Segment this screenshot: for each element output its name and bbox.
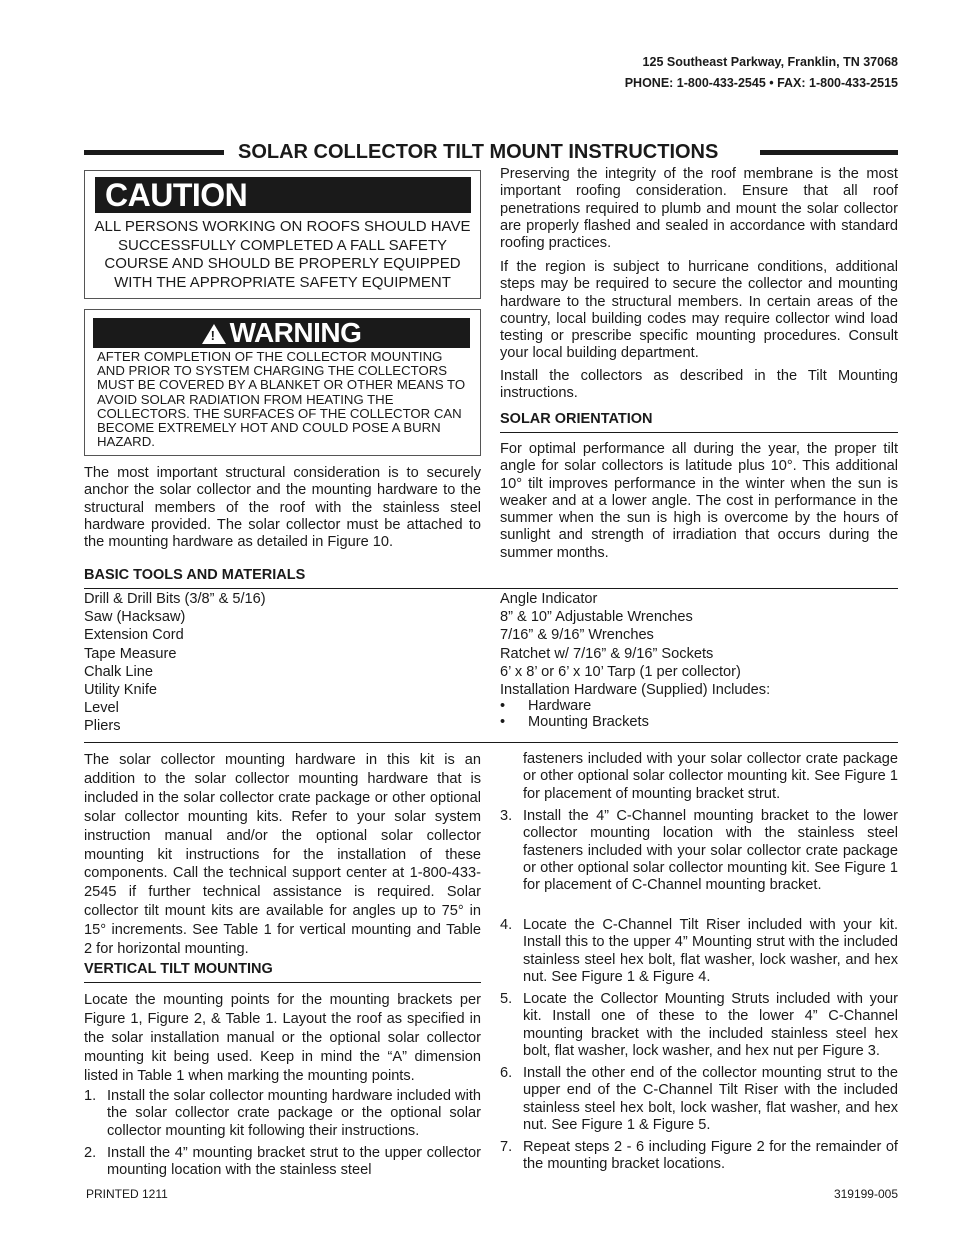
title-rule-left: [84, 150, 224, 155]
list-item: 6’ x 8’ or 6’ x 10’ Tarp (1 per collector): [500, 663, 741, 680]
list-item: Chalk Line: [84, 663, 153, 680]
step-text: Repeat steps 2 - 6 including Figure 2 for the remainder of the mounting bracket locations.: [523, 1139, 898, 1173]
step-item: [84, 1145, 481, 1180]
bullet-text: Hardware: [528, 698, 592, 715]
list-item: Saw (Hacksaw): [84, 609, 186, 626]
list-item: 7/16” & 9/16” Wrenches: [500, 627, 654, 644]
list-item: Installation Hardware (Supplied) Includes:: [500, 682, 771, 699]
caution-text: ALL PERSONS WORKING ON ROOFS SHOULD HAVE SUCCESSFULLY COMPLETED A FALL SAFETY COURSE AND SHOULD BE PROPERLY EQUIPPED WITH THE APPROPRIATE SAFETY EQUIPMENT: [94, 218, 471, 291]
bullet-mark: •: [500, 713, 506, 730]
solar-orientation-text: For optimal performance all during the year, the proper tilt angle for solar collectors is latitude plus 10°. This additional 10° tilt improves performance in the winter when the sun is weaker and at a lower angle. The cost in performance in the summer when the sun is high is overcome by the hours of sunlight and strength of irradiation that occurs during the summer months.: [500, 441, 898, 561]
step-text: Locate the C-Channel Tilt Riser included with your kit. Install this to the upper 4” Mounting strut with the included stainless steel hex bolt, flat washer, lock washer, and hex nut. See Figure 1 & Figure 4.: [523, 917, 898, 985]
step-item: [500, 1065, 898, 1134]
caution-banner: CAUTION: [95, 177, 471, 213]
step-number: 1.: [84, 1088, 97, 1104]
warning-triangle-icon: !: [202, 324, 226, 344]
bullet-mark: •: [500, 698, 506, 715]
tools-list-left: [84, 590, 464, 736]
kit-paragraph: The solar collector mounting hardware in this kit is an addition to the solar collector mounting hardware that is included in the solar collector crate package or other optional solar collector mounting kits. Refer to your solar system instruction manual and/or the optional solar collector mounting kit instructions for the installation of these components. Call the technical support center at 1-800-433-2545 if further technical assistance is required. Solar collector tilt mount kits are available for angles up to 75° in 15° increments. See Table 1 for vertical mounting and Table 2 for horizontal mounting.: [84, 752, 481, 958]
step-text: fasteners included with your solar collector crate package or other optional solar collector mounting kit. See Figure 1 for placement of mounting bracket strut.: [523, 751, 898, 802]
roof-membrane-paragraph: Preserving the integrity of the roof membrane is the most important roofing consideration. Ensure that all roof penetrations required to plumb and mount the solar collector are properly flashed and sealed in accordance with standard roofing practices.: [500, 166, 898, 252]
step-item: [500, 991, 898, 1060]
step-item: [500, 1139, 898, 1174]
page-title: SOLAR COLLECTOR TILT MOUNT INSTRUCTIONS: [238, 141, 719, 163]
structural-paragraph: The most important structural consideration is to securely anchor the solar collector and the mounting hardware to the structural members of the roof with the stainless steel hardware provided. The solar collector must be attached to the mounting hardware as detailed in Figure 10.: [84, 465, 481, 551]
title-rule-right: [760, 150, 898, 155]
bullet-item: [500, 715, 898, 731]
warning-text: AFTER COMPLETION OF THE COLLECTOR MOUNTING AND PRIOR TO SYSTEM CHARGING THE COLLECTORS MUST BE COVERED BY A BLANKET OR OTHER MEANS TO AVOID SOLAR RADIATION FROM HEATING THE COLLECTORS. THE SURFACES OF THE COLLECTOR CAN BECOME EXTREMELY HOT AND COULD POSE A BURN HAZARD.: [97, 349, 466, 450]
step-number: 4.: [500, 917, 513, 933]
step-number: 6.: [500, 1065, 513, 1081]
list-item: 8” & 10” Adjustable Wrenches: [500, 609, 693, 626]
vertical-tilt-heading: VERTICAL TILT MOUNTING: [84, 961, 273, 977]
step-item: [500, 808, 898, 894]
orientation-rule: [500, 432, 898, 433]
step-text: Install the other end of the collector mounting strut to the upper end of the C-Channel Tilt Riser with the included stainless steel hex bolt, lock washer, flat washer, and hex nut. See Figure 1 & Figure 5.: [523, 1065, 898, 1133]
step-item-continued: [500, 751, 898, 803]
install-collectors-paragraph: Install the collectors as described in the Tilt Mounting instructions.: [500, 368, 898, 402]
caution-box: [84, 170, 481, 299]
step-text: Install the 4” mounting bracket strut to the upper collector mounting location with the stainless steel: [107, 1145, 481, 1179]
bullet-item: [500, 699, 898, 715]
list-item: Tape Measure: [84, 645, 177, 662]
tools-heading: BASIC TOOLS AND MATERIALS: [84, 567, 306, 583]
vertical-tilt-intro: Locate the mounting points for the mounting brackets per Figure 1, Figure 2, & Table 1. Layout the roof as specified in the solar installation manual or the optional solar collector mounting kit being used. Keep in mind the “A” dimension listed in Table 1 when marking the mounting points.: [84, 992, 481, 1084]
list-item: Ratchet w/ 7/16” & 9/16” Sockets: [500, 645, 714, 662]
list-item: Angle Indicator: [500, 591, 598, 607]
warning-box: [84, 309, 481, 456]
step-text: Install the solar collector mounting hardware included with the solar collector crate package or the optional solar collector mounting kit following their instructions.: [107, 1088, 481, 1139]
step-number: 3.: [500, 808, 513, 824]
hurricane-paragraph: If the region is subject to hurricane conditions, additional steps may be required to secure the collector and mounting hardware to the structural members. In certain areas of the country, local building codes may require collector wind load testing or prescribe specific mounting procedures. Consult your local building department.: [500, 259, 898, 362]
solar-orientation-heading: SOLAR ORIENTATION: [500, 411, 653, 427]
step-number: 5.: [500, 991, 513, 1007]
list-item: Pliers: [84, 718, 121, 735]
list-item: Level: [84, 700, 119, 717]
list-item: Drill & Drill Bits (3/8” & 5/16): [84, 591, 266, 607]
step-number: 2.: [84, 1145, 97, 1161]
header-contact: PHONE: 1-800-433-2545 • FAX: 1-800-433-2515: [624, 76, 898, 90]
bullet-text: Mounting Brackets: [528, 713, 649, 730]
tools-rule-top: [84, 588, 898, 589]
step-text: Locate the Collector Mounting Struts included with your kit. Install one of these to the lower 4” C-Channel mounting bracket with the included stainless steel hex bolt, flat washer, lock washer, and hex nut per Figure 3.: [523, 991, 898, 1059]
step-number: 7.: [500, 1139, 513, 1155]
vertical-tilt-rule: [84, 982, 481, 983]
step-item: [500, 917, 898, 986]
step-text: Install the 4” C-Channel mounting bracket to the lower collector mounting location with the stainless steel fasteners included with your solar collector crate package or other optional solar collector mounting kit. See Figure 1 for placement of C-Channel mounting bracket.: [523, 808, 898, 894]
footer-code: 319199-005: [833, 1187, 898, 1201]
tools-list-right: [500, 590, 898, 730]
footer-printed: PRINTED 1211: [86, 1187, 168, 1201]
warning-banner-label: WARNING: [229, 317, 362, 348]
step-item: [84, 1088, 481, 1140]
header-address: 125 Southeast Parkway, Franklin, TN 37068: [642, 55, 898, 69]
warning-banner: [93, 318, 470, 348]
tools-rule-bottom: [84, 742, 898, 743]
list-item: Utility Knife: [84, 682, 157, 699]
title-bar: [84, 140, 898, 164]
list-item: Extension Cord: [84, 627, 184, 644]
